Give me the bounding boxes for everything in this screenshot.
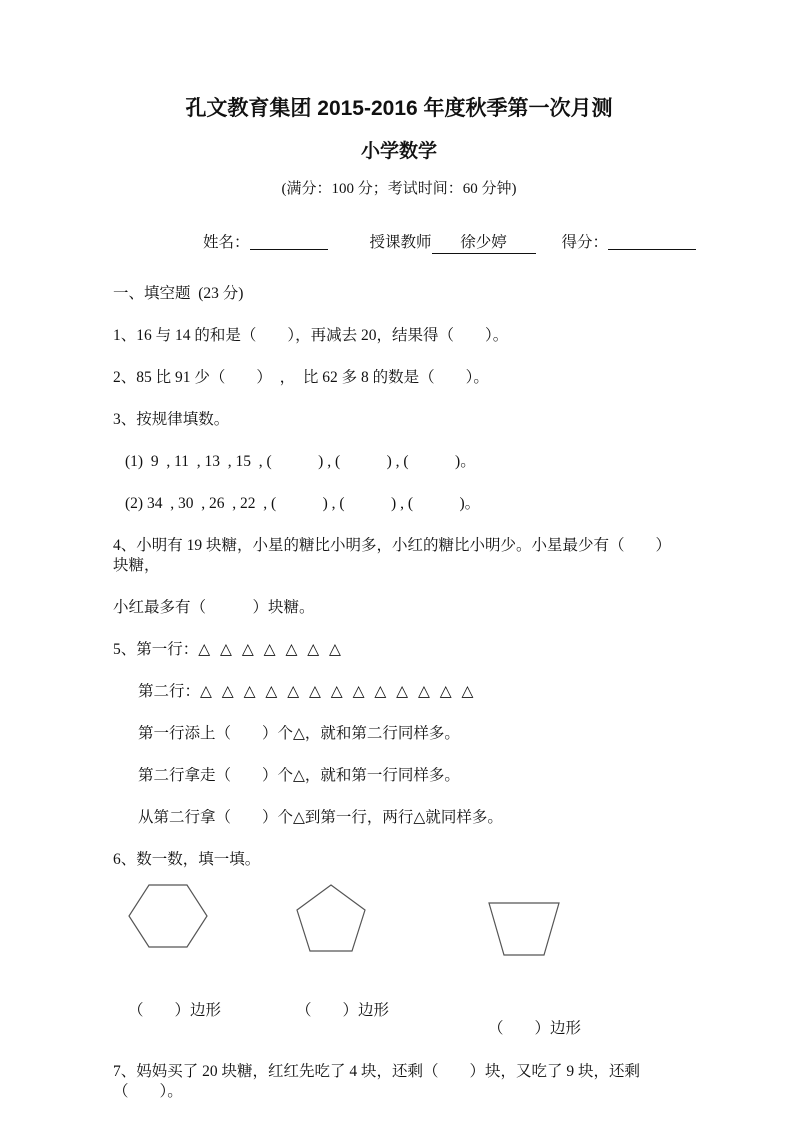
row-1-triangle-icons: △ △ △ △ △ △ △ xyxy=(198,641,344,658)
teacher-label: 授课教师 xyxy=(369,234,432,251)
page-subtitle: 小学数学 xyxy=(360,141,437,162)
score-label: 得分： xyxy=(561,234,609,251)
teacher-name: 徐少婷 xyxy=(432,233,536,254)
question-5-line-add: 第一行添上（ ）个△，就和第二行同样多。 xyxy=(138,725,460,742)
row-2-triangle-icons: △ △ △ △ △ △ △ △ △ △ △ △ △ xyxy=(200,683,477,700)
hexagon-shape-box xyxy=(128,884,296,976)
question-3-stem: 3、按规律填数。 xyxy=(113,411,230,428)
score-blank xyxy=(608,233,696,250)
question-6-stem: 6、数一数，填一填。 xyxy=(113,851,261,868)
question-3-item-1: (1) 9 , 11 , 13 , 15 , ( ) , ( ) , ( )。 xyxy=(125,453,476,470)
row-1-label: 5、第一行： xyxy=(113,641,199,658)
question-5-row-1 xyxy=(113,640,685,660)
trapezoid-column xyxy=(488,884,668,1038)
pentagon-column xyxy=(296,884,488,1020)
pentagon-shape xyxy=(296,884,366,952)
pentagon-shape-box xyxy=(296,884,488,976)
question-1: 1、16 与 14 的和是（ ），再减去 20，结果得（ ）。 xyxy=(113,327,509,344)
question-6-shapes-row xyxy=(113,884,685,1038)
question-4-line-2: 小红最多有（ ）块糖。 xyxy=(113,599,315,616)
name-label: 姓名： xyxy=(203,234,250,251)
trapezoid-label: （ ）边形 xyxy=(488,1020,582,1037)
question-3-item-2: (2) 34 , 30 , 26 , 22 , ( ) , ( ) , ( )。 xyxy=(125,495,481,512)
question-7: 7、妈妈买了 20 块糖，红红先吃了 4 块，还剩（ ）块，又吃了 9 块，还剩（ ）。 xyxy=(113,1063,641,1100)
header-fields-row xyxy=(113,233,685,254)
hexagon-column xyxy=(128,884,296,1020)
trapezoid-shape xyxy=(488,902,560,956)
question-5-line-move: 从第二行拿（ ）个△到第一行，两行△就同样多。 xyxy=(138,809,503,826)
question-5-row-2 xyxy=(113,682,685,702)
exam-info: (满分：100 分；考试时间：60 分钟) xyxy=(281,181,517,197)
section-heading: 一、填空题 (23 分) xyxy=(113,285,244,302)
name-blank xyxy=(250,233,328,250)
question-2: 2、85 比 91 少（ ） ， 比 62 多 8 的数是（ ）。 xyxy=(113,369,489,386)
row-2-label: 第二行： xyxy=(138,683,201,700)
question-4-line-1: 4、小明有 19 块糖，小星的糖比小明多，小红的糖比小明少。小星最少有（ ）块糖， xyxy=(113,537,672,574)
page-title: 孔文教育集团 2015-2016 年度秋季第一次月测 xyxy=(185,97,613,120)
trapezoid-shape-box xyxy=(488,884,668,994)
hexagon-label: （ ）边形 xyxy=(128,1002,222,1019)
pentagon-label: （ ）边形 xyxy=(296,1002,390,1019)
hexagon-shape xyxy=(128,884,208,948)
question-5-line-take: 第二行拿走（ ）个△，就和第一行同样多。 xyxy=(138,767,460,784)
